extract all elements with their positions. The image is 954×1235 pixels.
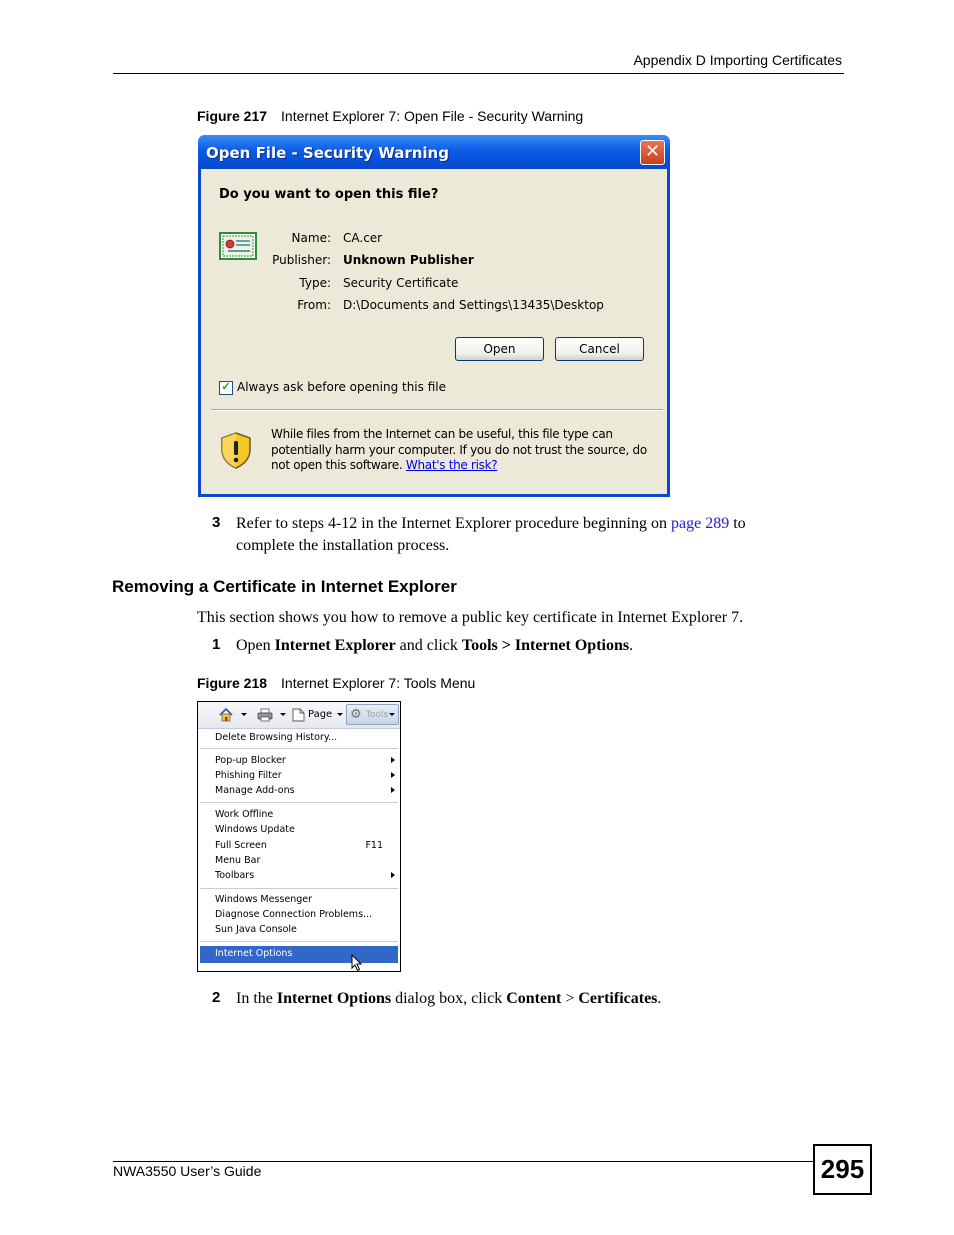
print-icon[interactable] <box>257 708 273 722</box>
dialog-title: Open File - Security Warning <box>206 144 449 162</box>
from-label: From: <box>297 298 331 312</box>
step-3-line2: complete the installation process. <box>236 537 450 554</box>
section-intro: This section shows you how to remove a public key certificate in Internet Explorer 7. <box>197 609 744 626</box>
running-header: Appendix D Importing Certificates <box>633 52 842 68</box>
bold-run: Internet Explorer <box>274 637 396 654</box>
dialog-body <box>201 169 667 494</box>
gear-icon: ⚙ <box>350 707 362 722</box>
bold-run: Certificates <box>578 990 658 1007</box>
ie-toolbar <box>198 702 400 729</box>
type-label: Type: <box>299 276 331 290</box>
menu-item-phishing-filter[interactable]: Phishing Filter <box>215 770 282 781</box>
publisher-label: Publisher: <box>272 253 331 267</box>
home-icon[interactable] <box>218 707 234 722</box>
menu-item-sun-java-console[interactable]: Sun Java Console <box>215 924 297 935</box>
figure-label: Figure 217 <box>197 108 268 124</box>
publisher-value: Unknown Publisher <box>343 253 474 267</box>
chevron-down-icon <box>389 713 395 716</box>
whats-the-risk-link[interactable]: What's the risk? <box>405 458 498 472</box>
header-rule <box>113 73 844 74</box>
menu-separator <box>200 888 398 889</box>
dialog-separator <box>211 409 663 411</box>
step-3-text <box>236 513 816 534</box>
warning-message: While files from the Internet can be useful, this file type can potentially harm your computer. If you do not trust the source, do not open this software. <box>271 427 647 472</box>
shield-warning-icon <box>219 431 253 469</box>
menu-separator <box>200 748 398 749</box>
name-label: Name: <box>291 231 331 245</box>
menu-separator <box>200 941 398 942</box>
text-run: In the <box>236 990 277 1007</box>
close-icon[interactable]: ✕ <box>640 140 665 165</box>
dialog-question: Do you want to open this file? <box>219 187 439 202</box>
tools-menu-label: Tools <box>366 710 389 720</box>
text-run: Open <box>236 637 275 654</box>
open-button[interactable]: Open <box>455 337 544 361</box>
footer-rule <box>113 1161 813 1162</box>
menu-item-windows-messenger[interactable]: Windows Messenger <box>215 894 313 905</box>
chevron-down-icon[interactable] <box>280 713 286 716</box>
text-run: dialog box, click <box>391 990 507 1007</box>
step-number: 3 <box>212 514 221 531</box>
step-number: 2 <box>212 989 221 1006</box>
submenu-arrow-icon <box>391 772 395 778</box>
bold-run: Internet Options <box>276 990 392 1007</box>
page-icon[interactable] <box>292 708 305 722</box>
tools-menu <box>197 701 401 972</box>
figure-caption-text: Internet Explorer 7: Open File - Security Warning <box>281 108 584 124</box>
section-heading: Removing a Certificate in Internet Explorer <box>112 577 457 596</box>
step-3-pre: Refer to steps 4-12 in the Internet Explorer procedure beginning on <box>236 515 671 532</box>
name-value: CA.cer <box>343 231 383 245</box>
chevron-down-icon[interactable] <box>337 713 343 716</box>
step-number: 1 <box>212 636 221 653</box>
menu-item-menu-bar[interactable]: Menu Bar <box>215 855 261 866</box>
mouse-cursor-icon <box>351 954 363 972</box>
submenu-arrow-icon <box>391 757 395 763</box>
always-ask-checkbox[interactable]: ✓ <box>219 381 233 395</box>
menu-separator <box>200 802 398 803</box>
page-menu-label[interactable]: Page <box>308 709 333 720</box>
security-warning-dialog <box>198 135 670 497</box>
guide-title: NWA3550 User’s Guide <box>113 1163 262 1179</box>
step-3-post: to <box>729 515 746 532</box>
figure-217-caption <box>197 108 583 124</box>
step-1-text <box>236 635 633 656</box>
from-value: D:\Documents and Settings\13435\Desktop <box>343 298 604 312</box>
menu-item-popup-blocker[interactable]: Pop-up Blocker <box>215 755 286 766</box>
figure-label: Figure 218 <box>197 675 268 691</box>
type-value: Security Certificate <box>343 276 459 290</box>
bold-run: Tools > Internet Options <box>461 637 630 654</box>
chevron-down-icon[interactable] <box>241 713 247 716</box>
figure-218-caption <box>197 675 475 691</box>
tools-menu-button[interactable] <box>346 704 399 725</box>
menu-item-toolbars[interactable]: Toolbars <box>215 870 255 881</box>
text-run: . <box>657 990 662 1007</box>
text-run: and click <box>395 637 462 654</box>
menu-item-diagnose-connection[interactable]: Diagnose Connection Problems... <box>215 909 373 920</box>
cancel-button[interactable]: Cancel <box>555 337 644 361</box>
text-run: > <box>561 990 579 1007</box>
menu-item-internet-options[interactable]: Internet Options <box>215 948 293 959</box>
menu-item-manage-addons[interactable]: Manage Add-ons <box>215 785 295 796</box>
menu-item-windows-update[interactable]: Windows Update <box>215 824 295 835</box>
dialog-title-bar <box>198 135 670 169</box>
submenu-arrow-icon <box>391 787 395 793</box>
step-2-text <box>236 988 661 1009</box>
bold-run: Content <box>506 990 562 1007</box>
full-screen-shortcut: F11 <box>365 840 383 851</box>
menu-item-delete-browsing-history[interactable]: Delete Browsing History... <box>215 732 338 743</box>
page-number: 295 <box>813 1144 872 1195</box>
figure-caption-text: Internet Explorer 7: Tools Menu <box>281 675 476 691</box>
text-run: . <box>629 637 634 654</box>
submenu-arrow-icon <box>391 872 395 878</box>
warning-text <box>271 427 656 474</box>
menu-item-work-offline[interactable]: Work Offline <box>215 809 274 820</box>
page-289-link[interactable]: page 289 <box>670 515 730 532</box>
menu-item-full-screen[interactable]: Full Screen <box>215 840 267 851</box>
always-ask-label: Always ask before opening this file <box>237 380 446 394</box>
